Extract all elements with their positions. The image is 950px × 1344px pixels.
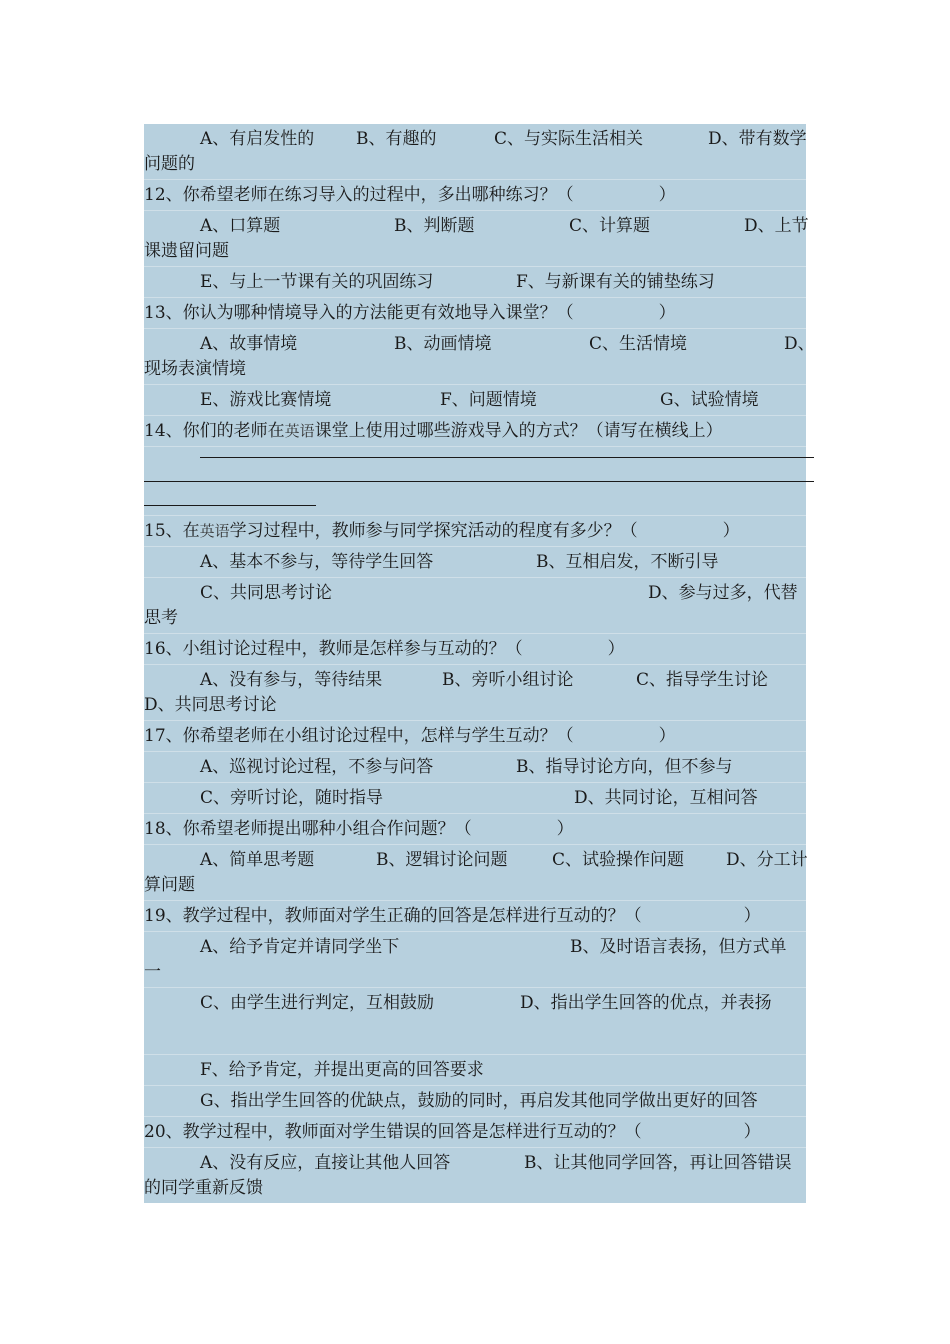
option-c: C、旁听讨论，随时指导 xyxy=(200,788,384,808)
option-a: A、给予肯定并请同学坐下 xyxy=(200,937,400,957)
option-b: B、让其他同学回答，再让回答错误 xyxy=(524,1153,792,1173)
option-d-continued: 课遗留问题 xyxy=(144,241,229,261)
option-d-continued: 问题的 xyxy=(144,154,195,174)
option-a: A、没有反应，直接让其他人回答 xyxy=(200,1153,451,1173)
option-b-continued: 的同学重新反馈 xyxy=(144,1178,263,1198)
q16-options xyxy=(144,665,806,721)
option-b: B、判断题 xyxy=(394,216,475,236)
question-text: 13、你认为哪种情境导入的方法能更有效地导入课堂？（ ） xyxy=(144,303,676,323)
option-e: E、游戏比赛情境 xyxy=(200,390,332,410)
option-a: A、口算题 xyxy=(200,216,281,236)
option-c: C、指导学生讨论 xyxy=(636,670,769,690)
q14-answer-lines[interactable] xyxy=(144,447,806,516)
q13-question xyxy=(144,298,806,329)
option-d-continued: 算问题 xyxy=(144,875,195,895)
option-d-continued: 现场表演情境 xyxy=(144,359,246,379)
q18-options xyxy=(144,845,806,901)
q19-options-2 xyxy=(144,988,806,1055)
option-f: F、与新课有关的铺垫练习 xyxy=(516,272,715,292)
q12-question xyxy=(144,180,806,211)
option-b: B、逻辑讨论问题 xyxy=(376,850,508,870)
q12-options-2 xyxy=(144,267,806,298)
q19-options-4 xyxy=(144,1086,806,1117)
option-b-continued: 一 xyxy=(144,962,161,982)
option-d: D、指出学生回答的优点，并表扬 xyxy=(520,993,772,1013)
option-a: A、简单思考题 xyxy=(200,850,315,870)
q15-question xyxy=(144,516,806,547)
question-text: 14、你们的老师在英语课堂上使用过哪些游戏导入的方式？（请写在横线上） xyxy=(144,421,723,441)
q15-options-2 xyxy=(144,578,806,634)
q13-options xyxy=(144,329,815,385)
option-d: D、带有数学 xyxy=(708,129,807,149)
option-a: A、故事情境 xyxy=(200,334,298,354)
option-b: B、旁听小组讨论 xyxy=(442,670,574,690)
q20-question xyxy=(144,1117,806,1148)
option-g: G、试验情境 xyxy=(660,390,759,410)
option-b: B、有趣的 xyxy=(356,129,437,149)
q17-options-2 xyxy=(144,783,806,814)
option-d-continued: 思考 xyxy=(144,608,178,628)
option-c: C、试验操作问题 xyxy=(552,850,685,870)
question-text: 16、小组讨论过程中，教师是怎样参与互动的？（ ） xyxy=(144,639,625,659)
answer-line[interactable] xyxy=(144,481,814,482)
option-a: A、有启发性的 xyxy=(200,129,315,149)
option-d: D、共同讨论，互相问答 xyxy=(574,788,758,808)
q19-options xyxy=(144,932,806,988)
option-d: D、分工计 xyxy=(726,850,808,870)
option-c: C、生活情境 xyxy=(589,334,688,354)
question-text: 12、你希望老师在练习导入的过程中，多出哪种练习？（ ） xyxy=(144,185,676,205)
option-c: C、共同思考讨论 xyxy=(200,583,333,603)
option-b: B、指导讨论方向，但不参与 xyxy=(516,757,733,777)
question-text: 19、教学过程中，教师面对学生正确的回答是怎样进行互动的？（ ） xyxy=(144,906,761,926)
questionnaire-body xyxy=(144,124,815,1203)
option-b: B、动画情境 xyxy=(394,334,492,354)
option-d: D、共同思考讨论 xyxy=(144,695,277,715)
q19-question xyxy=(144,901,806,932)
option-f: F、问题情境 xyxy=(440,390,537,410)
option-c: C、计算题 xyxy=(569,216,651,236)
answer-line[interactable] xyxy=(144,505,316,506)
question-text: 20、教学过程中，教师面对学生错误的回答是怎样进行互动的？（ ） xyxy=(144,1122,761,1142)
option-g: G、指出学生回答的优缺点，鼓励的同时，再启发其他同学做出更好的回答 xyxy=(200,1091,758,1111)
option-c: C、由学生进行判定，互相鼓励 xyxy=(200,993,435,1013)
q14-question xyxy=(144,416,806,447)
question-text: 18、你希望老师提出哪种小组合作问题？（ ） xyxy=(144,819,574,839)
q19-options-3 xyxy=(144,1055,806,1086)
q20-options xyxy=(144,1148,806,1203)
option-e: E、与上一节课有关的巩固练习 xyxy=(200,272,434,292)
q17-options xyxy=(144,752,806,783)
q13-options-2 xyxy=(144,385,806,416)
option-d: D、上节 xyxy=(744,216,809,236)
option-a: A、基本不参与，等待学生回答 xyxy=(200,552,434,572)
option-f: F、给予肯定，并提出更高的回答要求 xyxy=(200,1060,484,1080)
q16-question xyxy=(144,634,806,665)
answer-line[interactable] xyxy=(200,457,814,458)
q17-question xyxy=(144,721,806,752)
question-text: 15、在英语学习过程中，教师参与同学探究活动的程度有多少？（ ） xyxy=(144,521,740,541)
q11-options xyxy=(144,124,806,180)
option-b: B、及时语言表扬，但方式单 xyxy=(570,937,787,957)
q12-options xyxy=(144,211,809,267)
option-b: B、互相启发，不断引导 xyxy=(536,552,719,572)
option-c: C、与实际生活相关 xyxy=(494,129,644,149)
option-d: D、参与过多，代替 xyxy=(648,583,798,603)
q15-options xyxy=(144,547,806,578)
q18-question xyxy=(144,814,806,845)
option-d: D、 xyxy=(784,334,815,354)
option-a: A、没有参与，等待结果 xyxy=(200,670,383,690)
option-a: A、巡视讨论过程，不参与问答 xyxy=(200,757,434,777)
question-text: 17、你希望老师在小组讨论过程中，怎样与学生互动？（ ） xyxy=(144,726,676,746)
